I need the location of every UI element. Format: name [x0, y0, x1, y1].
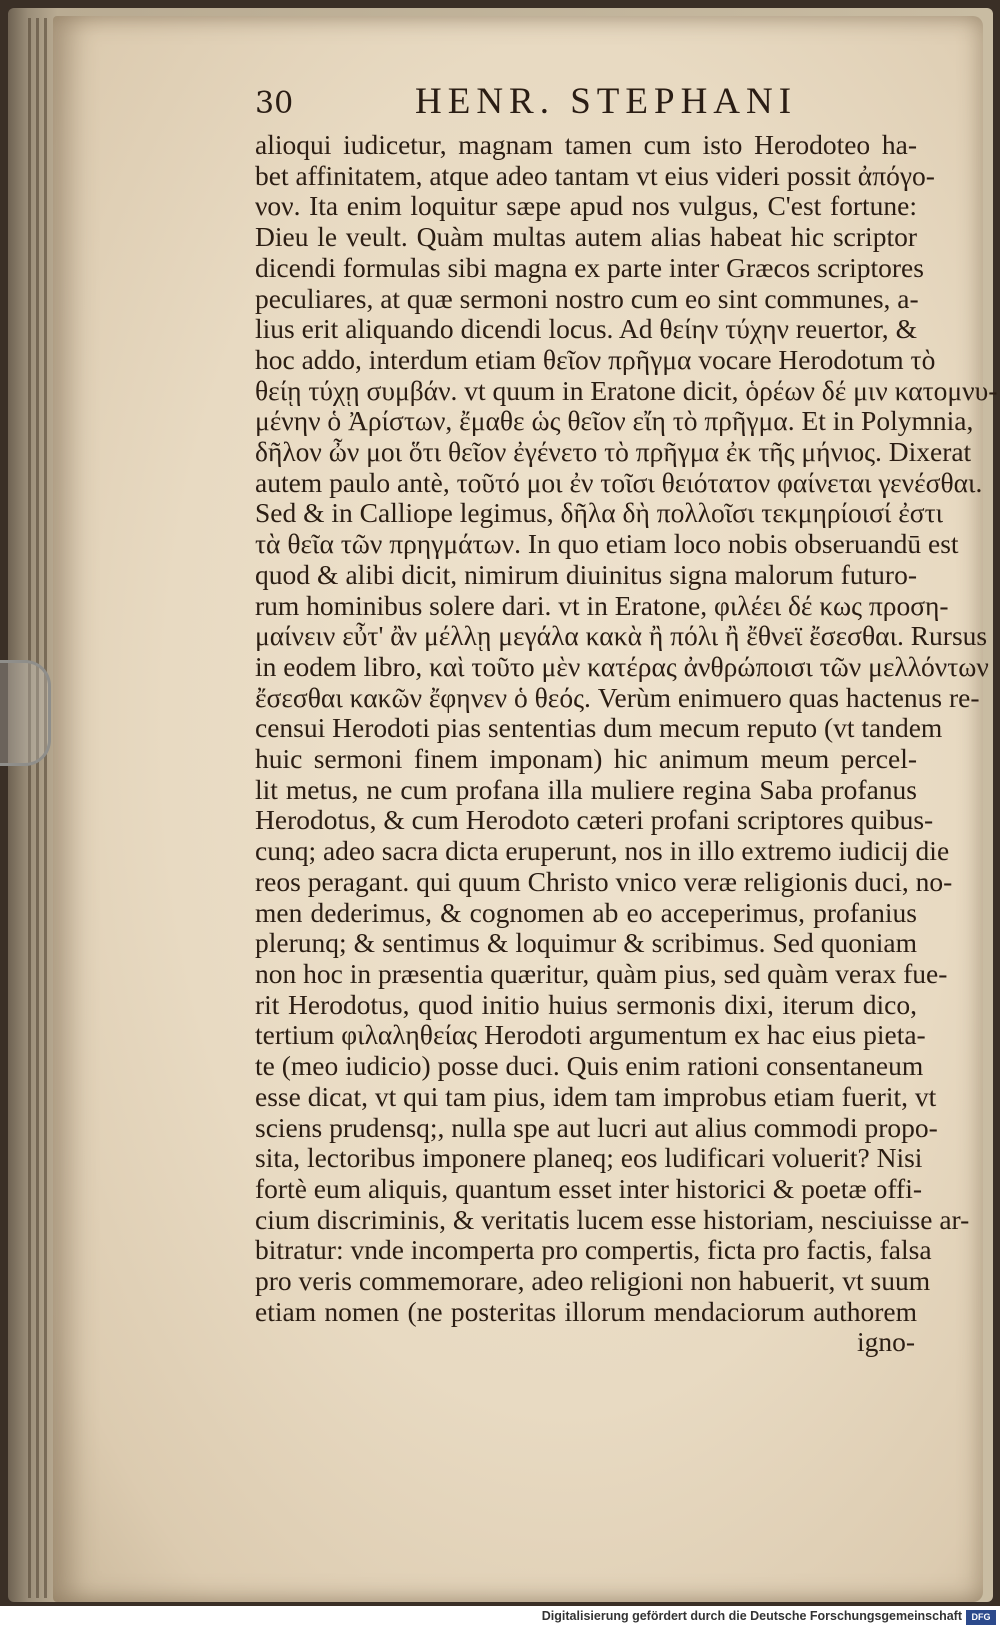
text-line: alioqui iudicetur, magnam tamen cum isto Herodoteo ha- [255, 129, 917, 160]
page-header [255, 80, 935, 128]
running-head: HENR. STEPHANI [415, 81, 798, 122]
text-line: sciens prudensq;, nulla spe aut lucri aut alius commodi propo- [255, 1111, 938, 1143]
text-line: rit Herodotus, quod initio huius sermonis dixi, iterum dico, [255, 988, 917, 1020]
text-line: huic sermoni finem imponam) hic animum meum percel- [255, 743, 917, 775]
footer-bar [0, 1606, 1000, 1629]
text-line: rum hominibus solere dari. vt in Eratone, φιλέει δέ κως προση- [255, 589, 949, 621]
text-line: cium discriminis, & veritatis lucem esse historiam, nesciuisse ar- [255, 1203, 970, 1235]
text-line: pro veris commemorare, adeo religioni non habuerit, vt suum [255, 1265, 931, 1297]
text-line: dicendi formulas sibi magna ex parte inter Græcos scriptores [255, 251, 924, 283]
text-line: μένην ὁ Ἀρίστων, ἔμαθε ὡς θεῖον εἴη τὸ πρῆγμα. Et in Polymnia, [255, 405, 974, 437]
text-line: reos peragant. qui quum Christo vnico veræ religionis duci, no- [255, 865, 953, 897]
text-line: te (meo iudicio) posse duci. Quis enim rationi consentaneum [255, 1050, 924, 1082]
page-edge-line [36, 18, 39, 1598]
text-line: lius erit aliquando dicendi locus. Ad θείην τύχην reuertor, & [255, 313, 917, 345]
text-line: bet affinitatem, atque adeo tantam vt eius videri possit ἀπόγο- [255, 159, 935, 191]
text-line: νον. Ita enim loquitur sæpe apud nos vulgus, C'est fortune: [255, 190, 917, 222]
text-line: τὰ θεῖα τῶν πρηγμάτων. In quo etiam loco nobis obseruandū est [255, 528, 959, 560]
paper-clip [0, 660, 51, 766]
text-line: non hoc in præsentia quæritur, quàm pius, sed quàm verax fue- [255, 957, 948, 989]
text-line: esse dicat, vt qui tam pius, idem tam improbus etiam fuerit, vt [255, 1080, 937, 1112]
text-line: Sed & in Calliope legimus, δῆλα δὴ πολλοῖσι τεκμηρίοισί ἐστι [255, 497, 944, 529]
text-line: sita, lectoribus imponere planeq; eos ludificari voluerit? Nisi [255, 1142, 923, 1174]
text-line: men dederimus, & cognomen ab eo acceperimus, profanius [255, 896, 917, 928]
dfg-logo: DFG [966, 1610, 996, 1625]
text-line: tertium φιλαληθείας Herodoti argumentum ex hac eius pieta- [255, 1019, 926, 1051]
text-line: δῆλον ὦν μοι ὅτι θεῖον ἐγένετο τὸ πρῆγμα ἐκ τῆς μήνιος. Dixerat [255, 436, 972, 468]
text-line: in eodem libro, καὶ τοῦτο μὲν κατέρας ἀνθρώποισι τῶν μελλόντων [255, 650, 989, 682]
page-number: 30 [255, 86, 294, 121]
page-edge-line [28, 18, 31, 1598]
text-line: etiam nomen (ne posteritas illorum mendaciorum authorem [255, 1295, 917, 1327]
text-line: censui Herodoti pias sententias dum mecum reputo (vt tandem [255, 712, 943, 744]
text-line: plerunq; & sentimus & loquimur & scribimus. Sed quoniam [255, 927, 917, 959]
text-line: quod & alibi dicit, nimirum diuinitus signa malorum futuro- [255, 558, 917, 590]
text-line: peculiares, at quæ sermoni nostro cum eo sint communes, a- [255, 282, 919, 314]
text-line: lit metus, ne cum profana illa muliere regina Saba profanus [255, 773, 917, 805]
text-line: bitratur: vnde incomperta pro compertis, ficta pro factis, falsa [255, 1234, 932, 1266]
text-line: hoc addo, interdum etiam θεῖον πρῆγμα vocare Herodotum τὸ [255, 343, 936, 375]
text-line: Herodotus, & cum Herodoto cæteri profani scriptores quibus- [255, 804, 934, 836]
text-line: autem paulo antè, τοῦτό μοι ἐν τοῖσι θειότατον φαίνεται γενέσθαι. [255, 466, 983, 498]
text-line: ἔσεσθαι κακῶν ἔφηνεν ὁ θεός. Verùm enimuero quas hactenus re- [255, 681, 980, 713]
text-line: θείῃ τύχῃ συμβάν. vt quum in Eratone dicit, ὁρέων δέ μιν κατομνυ- [255, 374, 998, 406]
funding-credit: Digitalisierung gefördert durch die Deutsche Forschungsgemeinschaft [541, 1609, 962, 1623]
text-line: μαίνειν εὖτ' ἂν μέλλῃ μεγάλα κακὰ ἢ πόλι ἢ ἔθνεϊ ἔσεσθαι. Rursus [255, 620, 988, 652]
page-edge-line [44, 18, 47, 1598]
text-line: cunq; adeo sacra dicta eruperunt, nos in illo extremo iudicij die [255, 835, 950, 867]
body-text [255, 129, 998, 1358]
text-line: Dieu le veult. Quàm multas autem alias habeat hic scriptor [255, 221, 917, 253]
text-line: fortè eum aliquis, quantum esset inter historici & poetæ offi- [255, 1172, 922, 1204]
text-line: igno- [856, 1326, 915, 1358]
